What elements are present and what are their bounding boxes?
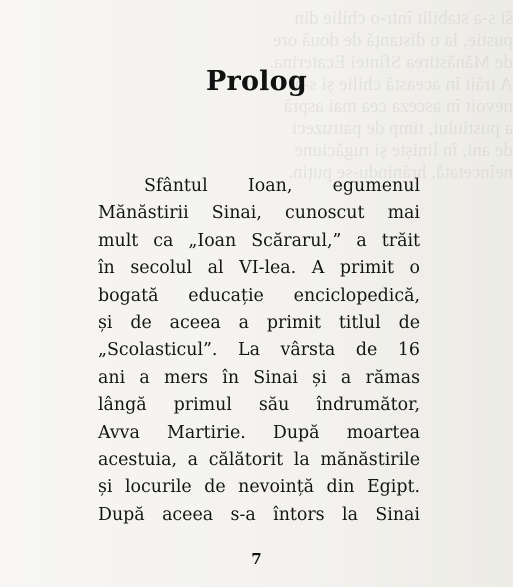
paragraph-line: mult ca „Ioan Scărarul,” a trăit — [98, 230, 420, 251]
paragraph-line: lângă primul său îndrumător, — [98, 395, 420, 416]
page-number: 7 — [251, 550, 262, 568]
paragraph-line: Mănăstirii Sinai, cunoscut mai — [98, 203, 420, 224]
paragraph-line: și locurile de nevoință din Egipt. — [98, 477, 420, 498]
paragraph-line: Sfântul Ioan, egumenul — [144, 176, 420, 196]
paragraph-line: „Scolasticul”. La vârsta de 16 — [98, 340, 420, 361]
prologue-paragraph — [98, 173, 420, 529]
page-title: Prolog — [206, 66, 307, 97]
paragraph-line: acestuia, a călătorit la mănăstirile — [98, 449, 420, 470]
paragraph-line: După aceea s-a întors la Sinai — [98, 504, 420, 525]
paragraph-line: Avva Martirie. După moartea — [98, 422, 420, 443]
paragraph-line: și de aceea a primit titlul de — [98, 312, 420, 333]
bleed-through-texture: ši s-a stabilit într-o chilie din pustie, la o distanță de două ore de Mănăstirea Sfintei Ecaterina. A trăit în această chilie și s-a nevoit în asceza cea mai aspră a pustiului, timp de patruzeci de ani, în liniște și rugăciune neîncetată, hrănindu-se puțin. — [269, 8, 513, 183]
paragraph-line: ani a mers în Sinai și a rămas — [98, 367, 420, 388]
paragraph-line: în secolul al VI-lea. A primit o — [98, 258, 420, 279]
paragraph-line: bogată educație enciclopedică, — [98, 285, 420, 306]
